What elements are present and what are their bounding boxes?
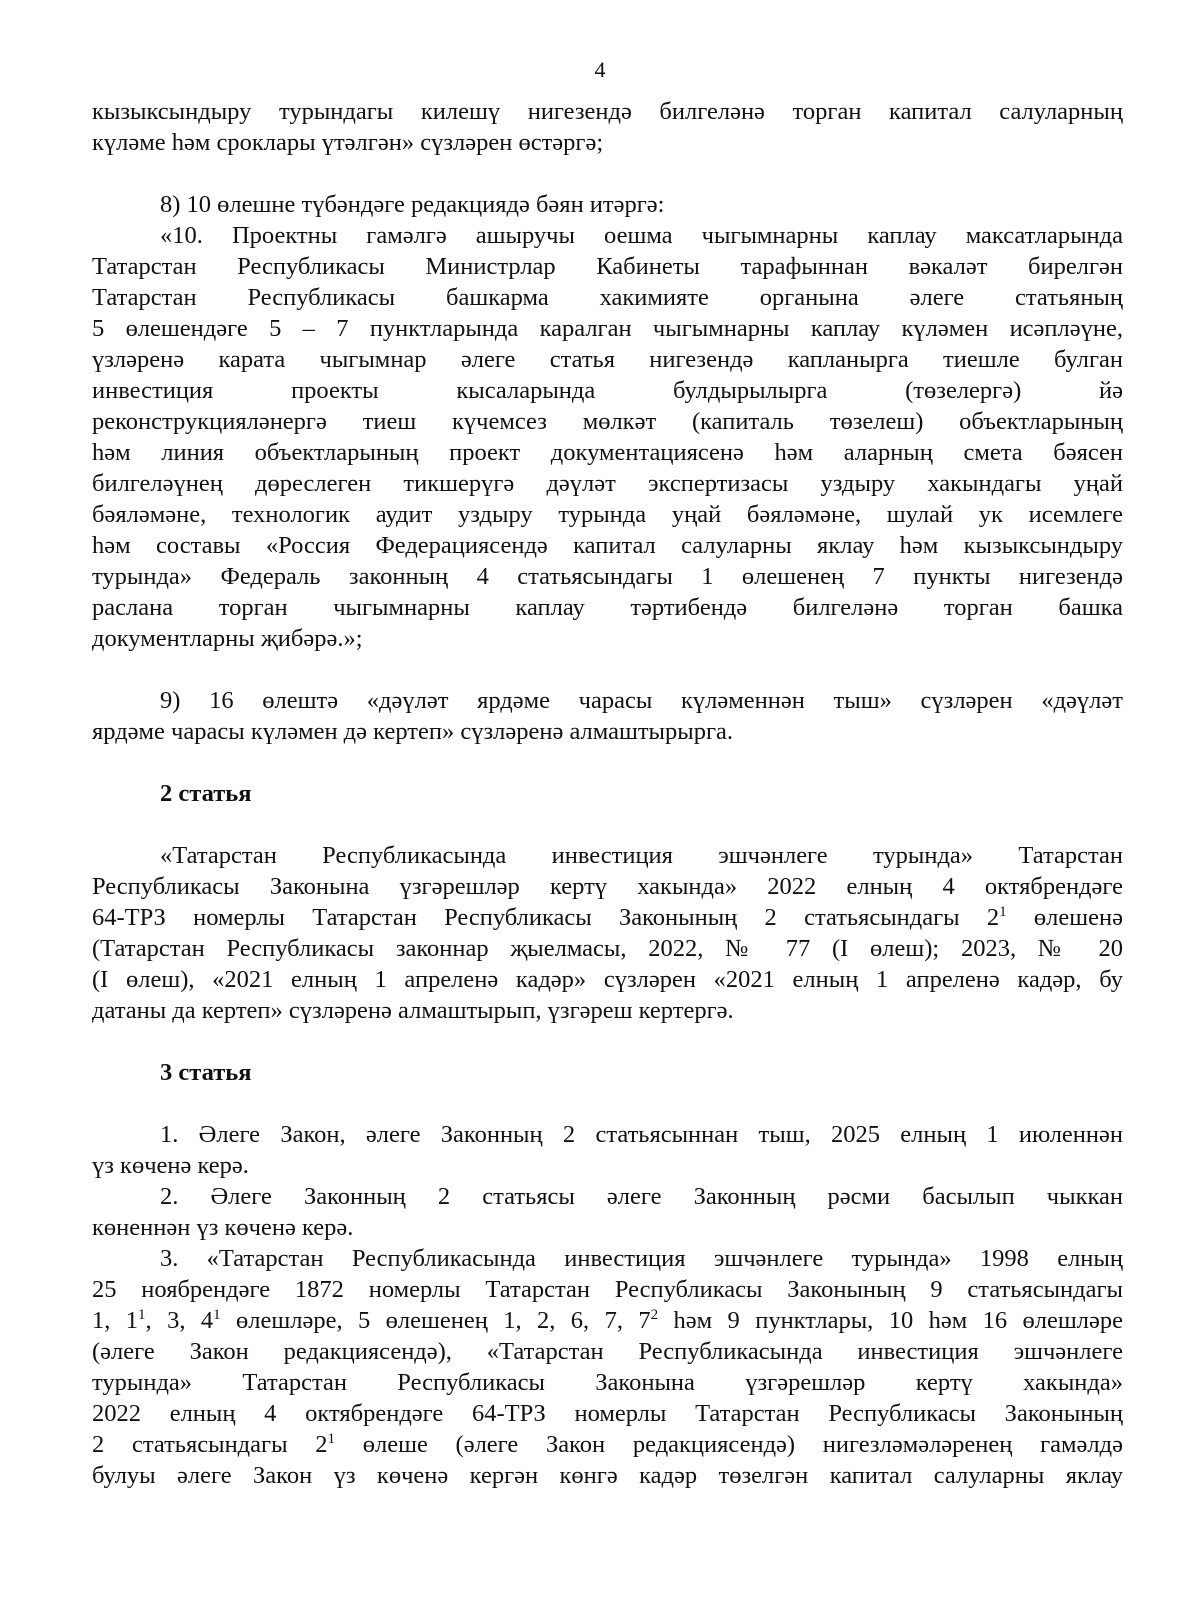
text-line: «10. Проектны гамәлгә ашыручы оешма чыгымнарны каплау максатларында [160,222,1123,249]
text-segment: өлеше (әлеге Закон редакциясендә) нигезләмәләренең гамәлдә [335,1431,1123,1458]
text-segment: , 3, 4 [145,1307,214,1334]
text-line: 2022 елның 4 октябрендәге 64-ТРЗ номерлы Татарстан Республикасы Законының [92,1400,1123,1427]
continued-paragraph [92,96,1123,158]
article-2-text [92,840,1123,1026]
article-2-heading: 2 статья [160,780,252,807]
text-segment: 1, 1 [92,1307,139,1334]
article-3-text [92,1119,1123,1491]
text-segment: һәм 9 пунктлары, 10 һәм 16 өлешләре [658,1307,1123,1334]
document-body [92,96,1123,1491]
text-line: 9) 16 өлештә «дәүләт ярдәме чарасы күләменнән тыш» сүзләрен «дәүләт [160,687,1123,714]
item-8-intro: 8) 10 өлешне түбәндәге редакциядә бәян итәргә: [160,191,665,218]
superscript: 2 [650,1307,659,1323]
text-segment: өлешләре, 5 өлешенең 1, 2, 6, 7, 7 [220,1307,651,1334]
text-line: бәяләмәне, технологик аудит уздыру турында уңай бәяләмәне, шулай ук исемлеге [92,501,1123,528]
text-line: ярдәме чарасы күләмен дә кертеп» сүзләренә алмаштырырга. [92,718,734,745]
text-line [92,1305,1123,1336]
page-number: 4 [594,57,606,82]
text-line: реконструкцияләнергә тиеш күчемсез мөлкәт (капиталь төзелеш) объектларының [92,408,1123,435]
text-line: турында» Татарстан Республикасы Законына үзгәрешләр кертү хакында» [92,1369,1123,1396]
superscript: 1 [999,904,1007,920]
text-line [92,902,1123,933]
text-line: күләме һәм сроклары үтәлгән» сүзләрен өстәргә; [92,129,604,156]
superscript: 1 [327,1431,336,1447]
text-segment: 64-ТРЗ номерлы Татарстан Республикасы Законының 2 статьясындагы 2 [92,904,1000,931]
text-line: һәм линия объектларының проект документациясенә һәм аларның смета бәясен [92,439,1123,466]
text-line: документларны җибәрә.»; [92,625,363,652]
text-line: үз көченә керә. [92,1152,249,1179]
text-line: кызыксындыру турындагы килешү нигезендә билгеләнә торган капитал салуларның [92,98,1123,125]
text-line: 2. Әлеге Законның 2 статьясы әлеге Законның рәсми басылып чыккан [160,1183,1123,1210]
text-line: Республикасы Законына үзгәрешләр кертү хакында» 2022 елның 4 октябрендәге [92,873,1123,900]
text-line: «Татарстан Республикасында инвестиция эшчәнлеге турында» Татарстан [160,842,1123,869]
item-9 [92,685,1123,747]
text-line: көненнән үз көченә керә. [92,1214,354,1241]
text-line: Татарстан Республикасы башкарма хакимияте органына әлеге статьяның [92,284,1123,311]
text-line: (I өлеш), «2021 елның 1 апреленә кадәр» сүзләрен «2021 елның 1 апреленә кадәр, бу [92,966,1123,993]
text-line: (әлеге Закон редакциясендә), «Татарстан Республикасында инвестиция эшчәнлеге [92,1338,1123,1365]
text-segment: өлешенә [1006,904,1123,931]
text-line: инвестиция проекты кысаларында булдырылырга (төзелергә) йә [92,377,1123,404]
text-line: 5 өлешендәге 5 – 7 пунктларында каралган чыгымнарны каплау күләмен исәпләүне, [92,315,1123,342]
text-segment: 2 статьясындагы 2 [92,1431,328,1458]
item-8 [92,189,1123,654]
text-line: (Татарстан Республикасы законнар җыелмасы, 2022, № 77 (I өлеш); 2023, № 20 [92,935,1123,962]
text-line: һәм составы «Россия Федерациясендә капитал салуларны яклау һәм кызыксындыру [92,532,1123,559]
article-3-heading: 3 статья [160,1059,252,1086]
text-line: датаны да кертеп» сүзләренә алмаштырып, үзгәреш кертергә. [92,997,734,1024]
text-line [92,1429,1123,1460]
superscript: 1 [138,1307,146,1323]
text-line: 25 ноябрендәге 1872 номерлы Татарстан Республикасы Законының 9 статьясындагы [92,1276,1123,1303]
text-line: үзләренә карата чыгымнар әлеге статья нигезендә капланырга тиешле булган [92,346,1123,373]
text-line: Татарстан Республикасы Министрлар Кабинеты тарафыннан вәкаләт бирелгән [92,253,1123,280]
text-line: турында» Федераль законның 4 статьясындагы 1 өлешенең 7 пункты нигезендә [92,563,1123,590]
text-line: 3. «Татарстан Республикасында инвестиция эшчәнлеге турында» 1998 елның [160,1245,1123,1272]
text-line: 1. Әлеге Закон, әлеге Законның 2 статьясыннан тыш, 2025 елның 1 июленнән [160,1121,1123,1148]
superscript: 1 [213,1307,221,1323]
text-line: раслана торган чыгымнарны каплау тәртибендә билгеләнә торган башка [92,594,1123,621]
text-line: билгеләүнең дөреслеген тикшерүгә дәүләт экспертизасы уздыру хакындагы уңай [92,470,1123,497]
text-line: булуы әлеге Закон үз көченә кергән көнгә кадәр төзелгән капитал салуларны яклау [92,1462,1123,1489]
